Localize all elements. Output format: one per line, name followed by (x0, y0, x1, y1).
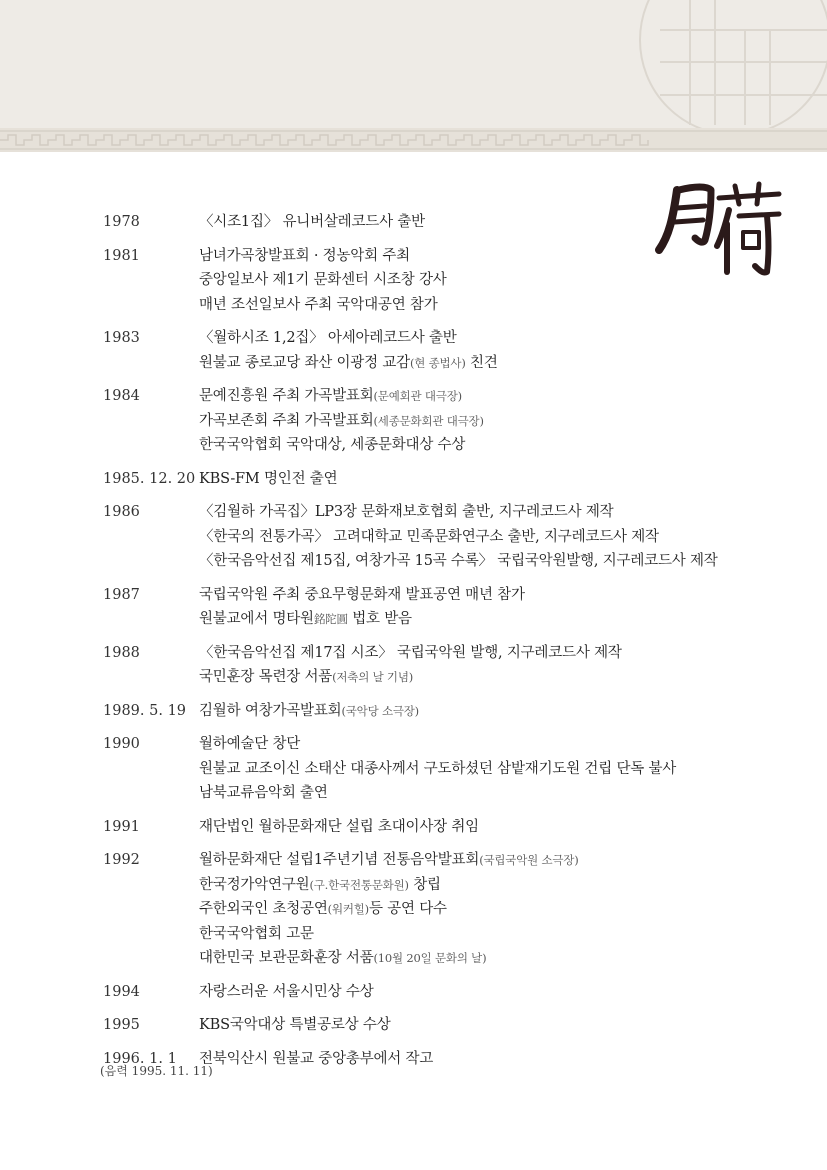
event-text-suffix: 친견 (465, 354, 498, 371)
event-text: 남북교류음악회 출연 (199, 785, 328, 801)
event-line (199, 781, 803, 806)
entry-year: 1991 (103, 818, 140, 835)
event-text: 국민훈장 목련장 서품 (199, 669, 333, 685)
event-text: 중앙일보사 제1기 문화센터 시조창 강사 (199, 272, 447, 288)
event-text-suffix: 법호 받음 (347, 611, 412, 627)
timeline-entry (103, 244, 803, 318)
decorative-header (0, 0, 827, 152)
event-line (199, 467, 803, 492)
lunar-date-footnote: (음력 1995. 11. 11) (100, 1064, 213, 1078)
event-line (199, 433, 803, 458)
event-line (199, 500, 803, 525)
event-line (199, 897, 803, 922)
event-line (199, 549, 803, 574)
entry-events (199, 1013, 803, 1038)
event-note: (워커힐) (327, 902, 369, 916)
event-line (199, 210, 803, 235)
entry-year: 1996. 1. 1 (103, 1050, 177, 1067)
timeline-entry (103, 815, 803, 840)
event-note: (국립국악원 소극장) (479, 853, 579, 867)
timeline-entry (103, 326, 803, 375)
event-note: (저축의 날 기념) (332, 670, 414, 684)
event-note: (10월 20일 문화의 날) (373, 951, 487, 965)
event-text: 월하문화재단 설립1주년기념 전통음악발표회 (199, 852, 480, 868)
event-line (199, 665, 803, 690)
event-line (199, 409, 803, 434)
event-line (199, 293, 803, 318)
event-text: 〈한국의 전통가곡〉 고려대학교 민족문화연구소 출반, 지구레코드사 제작 (199, 528, 659, 545)
event-text: 원불교에서 명타원 (199, 611, 314, 627)
event-line (199, 732, 803, 757)
biography-timeline (103, 210, 803, 1080)
event-note: (세종문화회관 대극장) (373, 413, 484, 428)
event-line (199, 1013, 803, 1038)
event-text: 가곡보존회 주최 가곡발표회 (199, 412, 374, 429)
entry-events (199, 980, 803, 1005)
header-border-band (0, 128, 827, 152)
event-text: 원불교 종로교당 좌산 이광정 교감 (199, 354, 410, 371)
event-line (199, 268, 803, 293)
event-line (199, 384, 803, 409)
event-line (199, 699, 803, 724)
event-line (199, 525, 803, 550)
entry-events (199, 326, 803, 375)
entry-events (199, 732, 803, 806)
entry-year: 1978 (103, 214, 140, 230)
entry-year: 1994 (103, 983, 140, 1000)
entry-year: 1987 (103, 586, 140, 603)
event-text: 자랑스러운 서울시민상 수상 (199, 983, 374, 1000)
entry-year: 1984 (103, 388, 140, 404)
entry-events (199, 500, 803, 574)
event-note: (문예회관 대극장) (373, 389, 462, 403)
event-text: 국립국악원 주최 중요무형문화재 발표공연 매년 참가 (199, 586, 525, 603)
timeline-entry (103, 848, 803, 971)
entry-events (199, 848, 803, 971)
entry-events (199, 641, 803, 690)
event-line (199, 641, 803, 666)
entry-year: 1981 (103, 247, 140, 264)
entry-events (199, 815, 803, 840)
timeline-entry (103, 980, 803, 1005)
event-line (199, 757, 803, 782)
event-text: 월하예술단 창단 (199, 736, 301, 752)
entry-year: 1985. 12. 20 (103, 470, 196, 487)
event-text: 재단법인 월하문화재단 설립 초대이사장 취임 (199, 818, 479, 835)
event-text: 한국국악협회 국악대상, 세종문화대상 수상 (199, 437, 466, 453)
timeline-entry (103, 210, 803, 235)
event-text: 〈한국음악선집 제17집 시조〉 국립국악원 발행, 지구레코드사 제작 (199, 644, 622, 661)
entry-events (199, 583, 803, 632)
timeline-entry (103, 641, 803, 690)
event-note: 銘陀圓 (313, 612, 348, 626)
event-line (199, 607, 803, 632)
event-line (199, 326, 803, 351)
entry-events (199, 1047, 803, 1072)
event-line (199, 1047, 803, 1072)
entry-year: 1989. 5. 19 (103, 702, 187, 719)
timeline-entry (103, 732, 803, 806)
entry-year: 1983 (103, 330, 140, 346)
event-text: 〈시조1집〉 유니버살레코드사 출반 (199, 214, 425, 230)
entry-year: 1986 (103, 504, 140, 520)
timeline-entry (103, 1013, 803, 1038)
event-text: 매년 조선일보사 주최 국악대공연 참가 (199, 296, 438, 313)
event-text: 〈한국음악선집 제15집, 여창가곡 15곡 수록〉 국립국악원발행, 지구레코드사 제작 (199, 553, 718, 569)
event-line (199, 980, 803, 1005)
event-text-suffix: 등 공연 다수 (368, 901, 447, 917)
event-text: 〈월하시조 1,2집〉 아세아레코드사 출반 (199, 330, 457, 346)
entry-events (199, 244, 803, 318)
timeline-entry (103, 500, 803, 574)
event-line (199, 946, 803, 971)
entry-year: 1992 (103, 852, 140, 868)
entry-events (199, 467, 803, 492)
timeline-entry (103, 384, 803, 458)
timeline-entry (103, 467, 803, 492)
event-text: 대한민국 보관문화훈장 서품 (199, 950, 374, 966)
entry-events (199, 384, 803, 458)
event-line (199, 583, 803, 608)
event-text: 한국정가악연구원 (199, 876, 310, 893)
entry-year: 1990 (103, 736, 140, 752)
event-text: 〈김월하 가곡집〉LP3장 문화재보호협회 출반, 지구레코드사 제작 (199, 504, 614, 520)
timeline-entry (103, 583, 803, 632)
event-text-suffix: 창립 (408, 876, 441, 893)
event-line (199, 848, 803, 873)
event-text: 원불교 교조이신 소태산 대종사께서 구도하셨던 삼밭재기도원 건립 단독 불사 (199, 760, 677, 777)
event-text: 주한외국인 초청공연 (199, 901, 328, 917)
entry-events (199, 210, 803, 235)
entry-events (199, 699, 803, 724)
event-text: KBS국악대상 특별공로상 수상 (199, 1017, 391, 1033)
event-text: 김월하 여창가곡발표회 (199, 702, 342, 719)
event-line (199, 815, 803, 840)
entry-year: 1995 (103, 1017, 140, 1033)
event-note: (구.한국전통문화원) (309, 877, 409, 892)
event-text: 문예진흥원 주최 가곡발표회 (199, 388, 374, 404)
event-text: KBS-FM 명인전 출연 (199, 470, 338, 487)
event-note: (현 종법사) (409, 355, 466, 370)
timeline-entry (103, 699, 803, 724)
event-text: 한국국악협회 고문 (199, 925, 314, 942)
event-note: (국악당 소극장) (341, 703, 419, 718)
event-text: 전북익산시 원불교 중앙총부에서 작고 (199, 1050, 434, 1067)
event-text: 남녀가곡창발표회 · 정농악회 주최 (199, 247, 410, 264)
event-line (199, 873, 803, 898)
entry-year: 1988 (103, 644, 140, 661)
event-line (199, 244, 803, 269)
event-line (199, 922, 803, 947)
event-line (199, 351, 803, 376)
